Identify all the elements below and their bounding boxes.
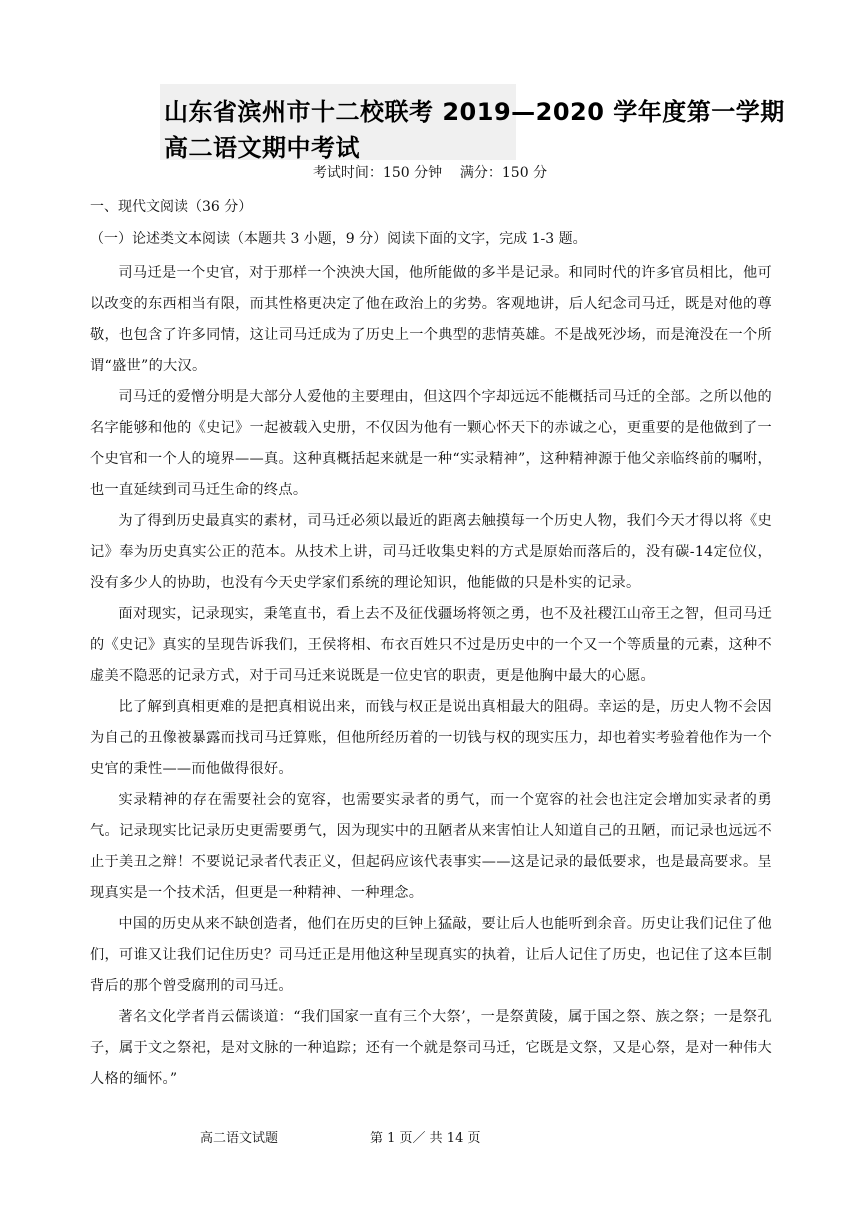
section-heading: 一、现代文阅读（36 分） (90, 199, 253, 215)
footer-subject: 高二语文试题 (200, 1131, 279, 1146)
paragraph: 为了得到历史最真实的素材，司马迁必须以最近的距离去触摸每一个历史人物，我们今天才得以将《史记》奉为历史真实公正的范本。从技术上讲，司马迁收集史料的方式是原始而落后的，没有碳-14定位仪，没有多少人的协助，也没有今天史学家们系统的理论知识，他能做的只是朴实的记录。 (90, 513, 772, 591)
exam-info: 考试时间：150 分钟 满分：150 分 (312, 165, 548, 181)
document-subtitle: 高二语文期中考试 (164, 134, 360, 162)
paragraph: 著名文化学者肖云儒谈道：“我们国家一直有三个大祭’，一是祭黄陵，属于国之祭、族之祭；一是祭孔子，属于文之祭祀，是对文脉的一种追踪；还有一个就是祭司马迁，它既是文祭，又是心祭，是对一种伟大人格的缅怀。” (90, 1009, 772, 1087)
paragraph: 实录精神的存在需要社会的宽容，也需要实录者的勇气，而一个宽容的社会也注定会增加实录者的勇气。记录现实比记录历史更需要勇气，因为现实中的丑陋者从来害怕让人知道自己的丑陋，而记录也远远不止于美丑之辩！不要说记录者代表正义，但起码应该代表事实——这是记录的最低要求，也是最高要求。呈现真实是一个技术活，但更是一种精神、一种理念。 (90, 792, 772, 901)
paragraph: 面对现实，记录现实，秉笔直书，看上去不及征伐疆场将领之勇，也不及社稷江山帝王之智，但司马迁的《史记》真实的呈现告诉我们，王侯将相、布衣百姓只不过是历史中的一个又一个等质量的元素，这种不虚美不隐恶的记录方式，对于司马迁来说既是一位史官的职责，更是他胸中最大的心愿。 (90, 606, 772, 684)
reading-passage (90, 258, 772, 1095)
footer-page-number: 第 1 页／ 共 14 页 (370, 1131, 481, 1146)
paragraph: 司马迁是一个史官，对于那样一个泱泱大国，他所能做的多半是记录。和同时代的许多官员相比，他可以改变的东西相当有限，而其性格更决定了他在政治上的劣势。客观地讲，后人纪念司马迁，既是对他的尊敬，也包含了许多同情，这让司马迁成为了历史上一个典型的悲情英雄。不是战死沙场，而是淹没在一个所谓“盛世”的大汉。 (90, 265, 772, 374)
section-subheading: （一）论述类文本阅读（本题共 3 小题，9 分）阅读下面的文字，完成 1-3 题。 (90, 231, 587, 247)
paragraph: 司马迁的爱憎分明是大部分人爱他的主要理由，但这四个字却远远不能概括司马迁的全部。之所以他的名字能够和他的《史记》一起被载入史册，不仅因为他有一颗心怀天下的赤诚之心，更重要的是他做到了一个史官和一个人的境界——真。这种真概括起来就是一种“实录精神”，这种精神源于他父亲临终前的嘱咐，也一直延续到司马迁生命的终点。 (90, 389, 772, 498)
document-title: 山东省滨州市十二校联考 2019—2020 学年度第一学期 (164, 98, 785, 126)
paragraph: 中国的历史从来不缺创造者，他们在历史的巨钟上猛敲，要让后人也能听到余音。历史让我们记住了他们，可谁又让我们记住历史？司马迁正是用他这种呈现真实的执着，让后人记住了历史，也记住了这本巨制背后的那个曾受腐刑的司马迁。 (90, 916, 772, 994)
paragraph: 比了解到真相更难的是把真相说出来，而钱与权正是说出真相最大的阻碍。幸运的是，历史人物不会因为自己的丑像被暴露而找司马迁算账，但他所经历着的一切钱与权的现实压力，却也着实考验着他作为一个史官的秉性——而他做得很好。 (90, 699, 772, 777)
